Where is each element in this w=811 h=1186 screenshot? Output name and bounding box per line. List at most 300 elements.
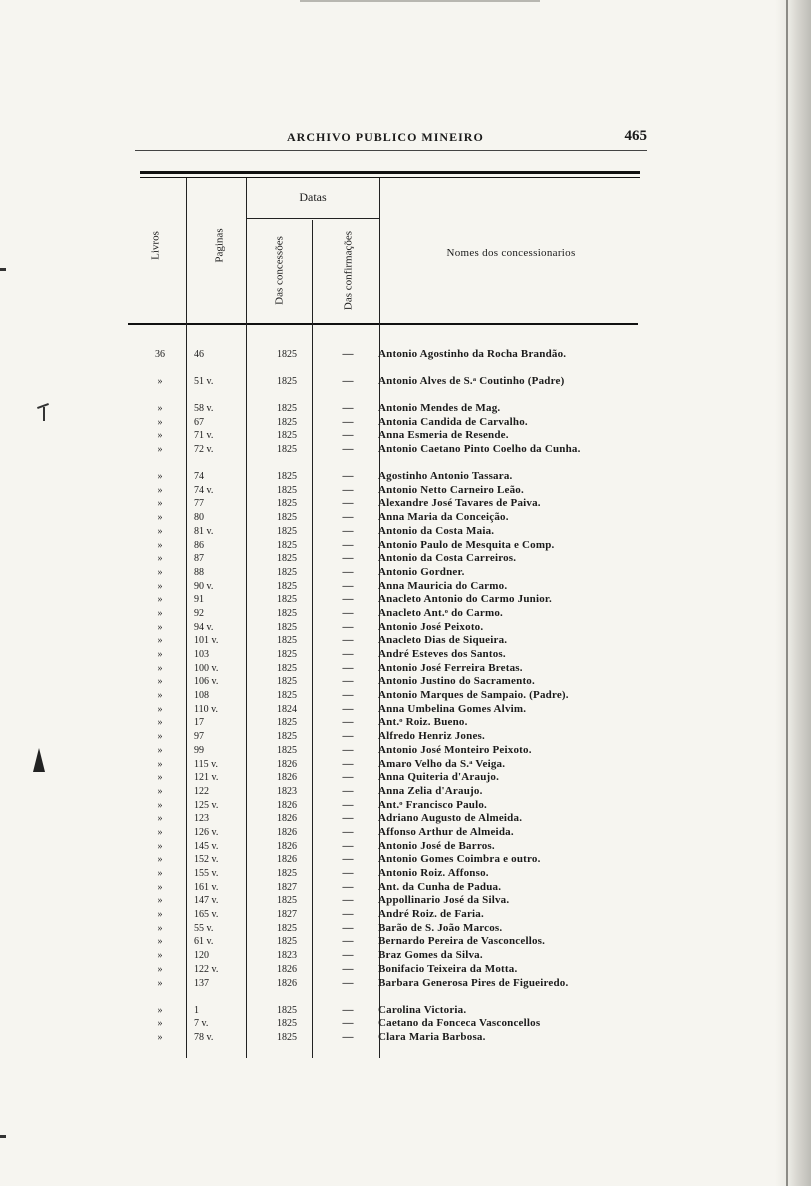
cell-confirmacao: — — [342, 949, 354, 962]
table-row — [140, 580, 650, 594]
cell-confirmacao: — — [342, 784, 354, 797]
cell-nome: André Roiz. de Faria. — [378, 908, 484, 921]
table-row — [140, 894, 650, 908]
cell-pagina: 81 v. — [194, 525, 214, 537]
table-row — [140, 402, 650, 416]
cell-concessao: 1825 — [277, 580, 297, 592]
cell-confirmacao: — — [342, 743, 354, 756]
cell-nome: Adriano Augusto de Almeida. — [378, 812, 523, 825]
cell-livro: » — [157, 826, 163, 838]
cell-livro: » — [157, 376, 163, 387]
cell-concessao: 1825 — [277, 717, 297, 729]
running-head-title: ARCHIVO PUBLICO MINEIRO — [287, 130, 484, 144]
cell-confirmacao: — — [342, 348, 354, 360]
cell-pagina: 120 — [194, 950, 209, 962]
table-row — [140, 908, 650, 922]
cell-nome: Anna Quiteria d'Araujo. — [378, 771, 500, 784]
cell-pagina: 97 — [194, 731, 204, 743]
table-row — [140, 758, 650, 772]
cell-concessao: 1826 — [277, 854, 297, 866]
cell-livro: » — [157, 936, 163, 948]
cell-concessao: 1827 — [277, 881, 297, 893]
cell-livro: » — [157, 963, 163, 975]
cell-livro: » — [157, 621, 163, 633]
cell-concessao: 1825 — [277, 376, 297, 387]
cell-pagina: 72 v. — [194, 444, 214, 456]
cell-pagina: 137 — [194, 977, 209, 989]
cell-nome: Anacleto Antonio do Carmo Junior. — [378, 593, 552, 606]
cell-livro: 36 — [155, 349, 165, 360]
cell-nome: Barbara Generosa Pires de Figueiredo. — [378, 976, 569, 989]
cell-pagina: 94 v. — [194, 621, 214, 633]
cell-livro: » — [157, 731, 163, 743]
cell-pagina: 115 v. — [194, 758, 218, 770]
header-bottom-rule — [128, 323, 638, 325]
cell-nome: Antonio Netto Carneiro Leão. — [378, 483, 524, 496]
cell-confirmacao: — — [342, 798, 354, 811]
cell-concessao: 1825 — [277, 498, 297, 510]
cell-livro: » — [157, 553, 163, 565]
cell-concessao: 1826 — [277, 977, 297, 989]
cell-concessao: 1825 — [277, 594, 297, 606]
table-row — [140, 771, 650, 785]
cell-livro: » — [157, 840, 163, 852]
cell-pagina: 152 v. — [194, 854, 219, 866]
cell-livro: » — [157, 430, 163, 442]
cell-confirmacao: — — [342, 921, 354, 934]
cell-nome: Antonio Roiz. Affonso. — [378, 867, 489, 879]
cell-pagina: 80 — [194, 512, 204, 524]
cell-concessao: 1823 — [277, 950, 297, 962]
table-row — [140, 689, 650, 703]
table-row — [140, 853, 650, 867]
cell-nome: Bonifacio Teixeira da Motta. — [378, 962, 518, 975]
cell-livro: » — [157, 662, 163, 674]
cell-confirmacao: — — [342, 853, 354, 866]
table-row — [140, 375, 650, 402]
table-row — [140, 881, 650, 895]
cell-confirmacao: — — [342, 375, 354, 387]
table-row — [140, 826, 650, 840]
table-top-rule-thin — [140, 177, 640, 178]
cell-concessao: 1826 — [277, 813, 297, 825]
cell-concessao: 1825 — [277, 649, 297, 660]
cell-livro: » — [157, 525, 163, 537]
cell-livro: » — [157, 444, 163, 456]
cell-nome: Alexandre José Tavares de Paiva. — [378, 497, 541, 510]
cell-nome: Antonio Mendes de Mag. — [378, 402, 501, 414]
cell-concessao: 1826 — [277, 758, 297, 770]
cell-confirmacao: — — [342, 579, 354, 592]
cell-pagina: 78 v. — [194, 1031, 214, 1043]
cell-pagina: 110 v. — [194, 703, 218, 715]
cell-livro: » — [157, 950, 163, 962]
running-head-rule — [135, 150, 647, 151]
cell-concessao: 1826 — [277, 799, 297, 811]
cell-nome: Anna Mauricia do Carmo. — [378, 579, 508, 592]
cell-concessao: 1825 — [277, 525, 297, 537]
cell-nome: Carolina Victoria. — [378, 1003, 467, 1016]
cell-livro: » — [157, 416, 163, 428]
table-row — [140, 935, 650, 949]
cell-confirmacao: — — [342, 429, 354, 442]
cell-livro: » — [157, 676, 163, 688]
cell-confirmacao: — — [342, 511, 354, 524]
cell-concessao: 1825 — [277, 471, 297, 483]
cell-concessao: 1826 — [277, 772, 297, 784]
cell-nome: Ant.ᵒ Francisco Paulo. — [378, 798, 487, 811]
cell-confirmacao: — — [342, 702, 354, 715]
cell-confirmacao: — — [342, 661, 354, 674]
table-row — [140, 497, 650, 511]
cell-livro: » — [157, 403, 163, 414]
table-row — [140, 812, 650, 826]
page-number: 465 — [624, 128, 647, 144]
table-row — [140, 799, 650, 813]
cell-livro: » — [157, 471, 163, 483]
cell-pagina: 125 v. — [194, 799, 219, 811]
cell-nome: Anna Umbelina Gomes Alvim. — [378, 702, 527, 715]
cell-pagina: 77 — [194, 498, 204, 510]
cell-concessao: 1825 — [277, 868, 297, 879]
cell-pagina: 126 v. — [194, 826, 219, 838]
table-body — [140, 348, 650, 1045]
cell-confirmacao: — — [342, 470, 354, 483]
cell-nome: Bernardo Pereira de Vasconcellos. — [378, 935, 546, 948]
cell-concessao: 1826 — [277, 826, 297, 838]
cell-confirmacao: — — [342, 402, 354, 414]
cell-concessao: 1825 — [277, 430, 297, 442]
scan-top-mark — [300, 0, 540, 2]
cell-pagina: 122 v. — [194, 963, 219, 975]
page-edge-shadow — [775, 0, 811, 1186]
cell-pagina: 122 — [194, 785, 209, 797]
cell-confirmacao: — — [342, 962, 354, 975]
table-row — [140, 744, 650, 758]
cell-nome: Clara Maria Barbosa. — [378, 1030, 486, 1043]
table-row — [140, 443, 650, 470]
cell-livro: » — [157, 1031, 163, 1043]
table-row — [140, 511, 650, 525]
cell-pagina: 90 v. — [194, 580, 214, 592]
table-row — [140, 1004, 650, 1018]
cell-livro: » — [157, 594, 163, 606]
table-row — [140, 607, 650, 621]
cell-nome: Amaro Velho da S.ᵃ Veiga. — [378, 757, 506, 770]
cell-livro: » — [157, 580, 163, 592]
cell-nome: Braz Gomes da Silva. — [378, 949, 483, 962]
cell-pagina: 17 — [194, 717, 204, 729]
cell-pagina: 7 v. — [194, 1018, 209, 1030]
cell-confirmacao: — — [342, 812, 354, 825]
cell-livro: » — [157, 703, 163, 715]
cell-pagina: 145 v. — [194, 840, 219, 852]
cell-nome: Antonio José de Barros. — [378, 839, 495, 852]
cell-confirmacao: — — [342, 1017, 354, 1030]
cell-nome: Anna Zelia d'Araujo. — [378, 784, 483, 797]
table-row — [140, 416, 650, 430]
cell-concessao: 1825 — [277, 484, 297, 496]
cell-nome: Antonio José Peixoto. — [378, 620, 484, 633]
cell-livro: » — [157, 813, 163, 825]
cell-confirmacao: — — [342, 483, 354, 496]
cell-pagina: 55 v. — [194, 922, 214, 934]
table-row — [140, 1031, 650, 1045]
cell-concessao: 1825 — [277, 444, 297, 456]
cell-nome: Antonio Gordner. — [378, 565, 465, 578]
table-row — [140, 716, 650, 730]
table-row — [140, 429, 650, 443]
cell-pagina: 46 — [194, 349, 204, 360]
cell-nome: Ant.ᵒ Roiz. Bueno. — [378, 716, 468, 729]
header-livros: Livros — [149, 231, 162, 260]
table-row — [140, 785, 650, 799]
cell-pagina: 86 — [194, 539, 204, 551]
cell-confirmacao: — — [342, 825, 354, 838]
scan-margin-triangle — [33, 748, 45, 772]
cell-pagina: 121 v. — [194, 772, 219, 784]
cell-livro: » — [157, 881, 163, 893]
cell-livro: » — [157, 1004, 163, 1016]
cell-concessao: 1825 — [277, 512, 297, 524]
cell-confirmacao: — — [342, 443, 354, 456]
cell-pagina: 61 v. — [194, 936, 214, 948]
cell-livro: » — [157, 512, 163, 524]
cell-nome: Affonso Arthur de Almeida. — [378, 825, 514, 838]
cell-pagina: 1 — [194, 1004, 199, 1016]
cell-nome: Agostinho Antonio Tassara. — [378, 470, 513, 483]
cell-concessao: 1826 — [277, 840, 297, 852]
cell-confirmacao: — — [342, 908, 354, 921]
table-row — [140, 566, 650, 580]
cell-confirmacao: — — [342, 880, 354, 893]
datas-underline — [246, 218, 380, 219]
cell-livro: » — [157, 799, 163, 811]
table-row — [140, 977, 650, 1004]
cell-livro: » — [157, 539, 163, 551]
table-row — [140, 675, 650, 689]
cell-pagina: 99 — [194, 744, 204, 756]
cell-confirmacao: — — [342, 538, 354, 551]
header-das-concessoes: Das concessões — [273, 236, 286, 305]
cell-confirmacao: — — [342, 620, 354, 633]
cell-concessao: 1825 — [277, 349, 297, 360]
table-row — [140, 348, 650, 375]
cell-concessao: 1825 — [277, 416, 297, 428]
header-das-confirmacoes: Das confirmações — [342, 230, 355, 311]
table-row — [140, 484, 650, 498]
cell-confirmacao: — — [342, 716, 354, 729]
cell-concessao: 1825 — [277, 553, 297, 565]
cell-confirmacao: — — [342, 689, 354, 702]
cell-livro: » — [157, 717, 163, 729]
cell-concessao: 1825 — [277, 744, 297, 756]
cell-nome: Antonio Justino do Sacramento. — [378, 675, 535, 688]
cell-concessao: 1827 — [277, 909, 297, 921]
table-row — [140, 840, 650, 854]
cell-nome: Antonia Candida de Carvalho. — [378, 415, 528, 428]
table-row — [140, 922, 650, 936]
cell-nome: Antonio Marques de Sampaio. (Padre). — [378, 689, 569, 702]
cell-confirmacao: — — [342, 648, 354, 660]
cell-concessao: 1825 — [277, 1018, 297, 1030]
cell-concessao: 1825 — [277, 621, 297, 633]
cell-pagina: 87 — [194, 553, 204, 565]
cell-concessao: 1825 — [277, 676, 297, 688]
cell-nome: Antonio da Costa Maia. — [378, 524, 495, 537]
cell-nome: Anna Esmeria de Resende. — [378, 429, 509, 442]
table-row — [140, 703, 650, 717]
cell-nome: Appollinario José da Silva. — [378, 894, 510, 907]
cell-nome: Barão de S. João Marcos. — [378, 921, 503, 934]
cell-livro: » — [157, 607, 163, 619]
cell-confirmacao: — — [342, 730, 354, 743]
table-row — [140, 552, 650, 566]
cell-livro: » — [157, 854, 163, 866]
table-row — [140, 593, 650, 607]
table-row — [140, 1017, 650, 1031]
cell-confirmacao: — — [342, 839, 354, 852]
cell-confirmacao: — — [342, 867, 354, 879]
cell-nome: Alfredo Henriz Jones. — [378, 730, 485, 743]
cell-pagina: 106 v. — [194, 676, 219, 688]
scan-margin-mark — [0, 1135, 6, 1138]
cell-pagina: 100 v. — [194, 662, 219, 674]
cell-confirmacao: — — [342, 1030, 354, 1043]
table-row — [140, 867, 650, 881]
cell-nome: Antonio Agostinho da Rocha Brandão. — [378, 348, 567, 360]
running-head — [135, 128, 647, 152]
cell-concessao: 1825 — [277, 539, 297, 551]
header-paginas: Paginas — [213, 228, 226, 263]
table-row — [140, 621, 650, 635]
cell-pagina: 147 v. — [194, 895, 219, 907]
cell-confirmacao: — — [342, 415, 354, 428]
cell-pagina: 51 v. — [194, 376, 214, 387]
cell-nome: Antonio Alves de S.ᵃ Coutinho (Padre) — [378, 375, 565, 387]
cell-concessao: 1825 — [277, 731, 297, 743]
cell-concessao: 1825 — [277, 635, 297, 647]
cell-nome: Antonio Gomes Coimbra e outro. — [378, 853, 541, 866]
cell-pagina: 91 — [194, 594, 204, 606]
cell-livro: » — [157, 909, 163, 921]
cell-pagina: 88 — [194, 566, 204, 578]
cell-livro: » — [157, 922, 163, 934]
cell-confirmacao: — — [342, 593, 354, 606]
cell-concessao: 1825 — [277, 1004, 297, 1016]
cell-concessao: 1825 — [277, 566, 297, 578]
cell-confirmacao: — — [342, 524, 354, 537]
cell-nome: Ant. da Cunha de Padua. — [378, 880, 502, 893]
cell-livro: » — [157, 744, 163, 756]
cell-pagina: 123 — [194, 813, 209, 825]
cell-confirmacao: — — [342, 976, 354, 989]
cell-livro: » — [157, 498, 163, 510]
cell-nome: Antonio Paulo de Mesquita e Comp. — [378, 538, 555, 551]
cell-concessao: 1825 — [277, 922, 297, 934]
cell-confirmacao: — — [342, 675, 354, 688]
cell-concessao: 1825 — [277, 403, 297, 414]
cell-confirmacao: — — [342, 565, 354, 578]
cell-nome: Anna Maria da Conceição. — [378, 511, 509, 524]
table-top-rule — [140, 171, 640, 174]
cell-nome: André Esteves dos Santos. — [378, 648, 506, 660]
cell-nome: Antonio José Monteiro Peixoto. — [378, 743, 532, 756]
cell-concessao: 1824 — [277, 703, 297, 715]
table-row — [140, 648, 650, 662]
table-row — [140, 949, 650, 963]
cell-concessao: 1825 — [277, 936, 297, 948]
cell-livro: » — [157, 977, 163, 989]
cell-nome: Antonio Caetano Pinto Coelho da Cunha. — [378, 443, 581, 456]
cell-livro: » — [157, 649, 163, 660]
cell-pagina: 161 v. — [194, 881, 219, 893]
table-row — [140, 963, 650, 977]
table-row — [140, 730, 650, 744]
scan-margin-mark — [43, 407, 45, 421]
cell-pagina: 74 — [194, 471, 204, 483]
page-edge-line — [786, 0, 788, 1186]
table-row — [140, 539, 650, 553]
cell-livro: » — [157, 566, 163, 578]
cell-concessao: 1825 — [277, 662, 297, 674]
cell-confirmacao: — — [342, 634, 354, 647]
cell-livro: » — [157, 690, 163, 702]
cell-confirmacao: — — [342, 552, 354, 565]
scan-margin-mark — [0, 268, 6, 271]
cell-confirmacao: — — [342, 497, 354, 510]
cell-livro: » — [157, 758, 163, 770]
cell-confirmacao: — — [342, 894, 354, 907]
cell-confirmacao: — — [342, 757, 354, 770]
table-row — [140, 470, 650, 484]
cell-pagina: 71 v. — [194, 430, 214, 442]
cell-livro: » — [157, 772, 163, 784]
cell-livro: » — [157, 895, 163, 907]
cell-livro: » — [157, 635, 163, 647]
cell-livro: » — [157, 868, 163, 879]
cell-nome: Anacleto Ant.ᵒ do Carmo. — [378, 606, 503, 619]
cell-confirmacao: — — [342, 771, 354, 784]
table-row — [140, 525, 650, 539]
cell-pagina: 155 v. — [194, 868, 219, 879]
cell-concessao: 1825 — [277, 895, 297, 907]
cell-confirmacao: — — [342, 935, 354, 948]
cell-concessao: 1825 — [277, 1031, 297, 1043]
cell-livro: » — [157, 1018, 163, 1030]
cell-pagina: 165 v. — [194, 909, 219, 921]
header-nomes: Nomes dos concessionarios — [446, 247, 576, 259]
cell-concessao: 1825 — [277, 690, 297, 702]
cell-livro: » — [157, 785, 163, 797]
cell-pagina: 92 — [194, 607, 204, 619]
cell-livro: » — [157, 484, 163, 496]
cell-concessao: 1826 — [277, 963, 297, 975]
cell-nome: Anacleto Dias de Siqueira. — [378, 634, 508, 647]
cell-pagina: 58 v. — [194, 403, 214, 414]
header-datas: Datas — [299, 190, 327, 204]
cell-nome: Antonio da Costa Carreiros. — [378, 552, 517, 565]
table-row — [140, 662, 650, 676]
cell-pagina: 74 v. — [194, 484, 214, 496]
cell-pagina: 67 — [194, 416, 204, 428]
cell-nome: Antonio José Ferreira Bretas. — [378, 661, 523, 674]
cell-concessao: 1823 — [277, 785, 297, 797]
cell-pagina: 103 — [194, 649, 209, 660]
cell-confirmacao: — — [342, 1003, 354, 1016]
cell-nome: Caetano da Fonceca Vasconcellos — [378, 1017, 541, 1030]
cell-confirmacao: — — [342, 606, 354, 619]
